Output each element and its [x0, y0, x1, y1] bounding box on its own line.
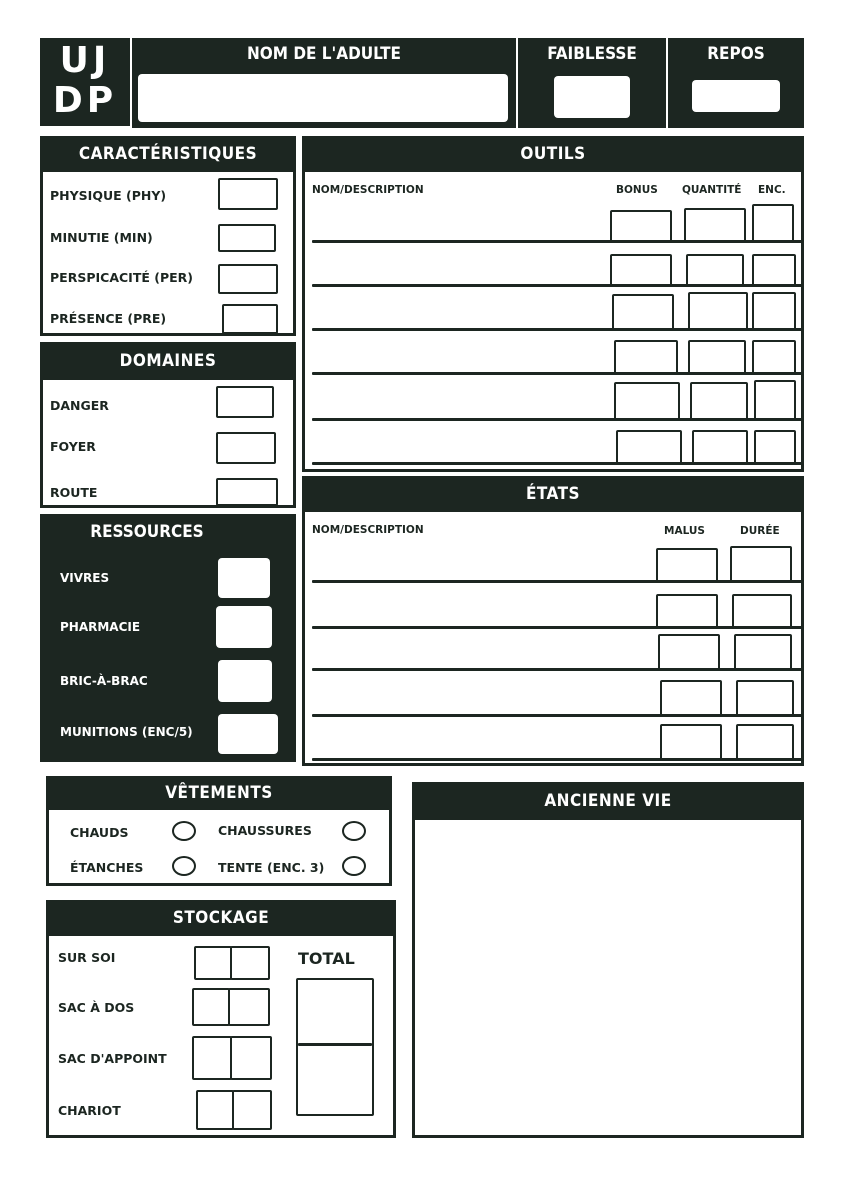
resource-label-bricabrac: BRIC-À-BRAC — [60, 674, 148, 688]
storage-total-label: TOTAL — [298, 949, 355, 968]
state-row-line — [312, 668, 802, 671]
tool-row-3-enc[interactable] — [752, 292, 796, 330]
storage-box-on-self-a[interactable] — [194, 946, 232, 980]
rest-panel — [668, 38, 804, 128]
tool-row-3-bonus[interactable] — [612, 294, 674, 330]
tool-row-5-quantity[interactable] — [690, 382, 748, 420]
states-col-malus: MALUS — [664, 525, 705, 537]
clothing-warm-label: CHAUDS — [70, 825, 129, 840]
storage-box-cart-b[interactable] — [232, 1090, 272, 1130]
characteristic-box-per[interactable] — [218, 264, 278, 294]
state-row-3-malus[interactable] — [658, 634, 720, 670]
clothing-title: VÊTEMENTS — [46, 776, 392, 810]
storage-box-cart-a[interactable] — [196, 1090, 234, 1130]
storage-box-backpack-b[interactable] — [228, 988, 270, 1026]
state-row-line — [312, 580, 802, 583]
state-row-3-duration[interactable] — [734, 634, 792, 670]
logo — [40, 38, 130, 126]
state-row-line — [312, 714, 802, 717]
characteristic-label-pre: PRÉSENCE (PRE) — [50, 311, 167, 326]
characteristic-box-pre[interactable] — [222, 304, 278, 334]
tool-row-6-quantity[interactable] — [692, 430, 748, 464]
storage-label-extra-bag: SAC D'APPOINT — [58, 1051, 167, 1066]
name-field[interactable] — [138, 74, 508, 122]
tool-row-2-quantity[interactable] — [686, 254, 744, 286]
storage-label-cart: CHARIOT — [58, 1103, 121, 1118]
clothing-waterproof-label: ÉTANCHES — [70, 860, 144, 875]
characteristic-label-per: PERSPICACITÉ (PER) — [50, 270, 193, 285]
state-row-5-duration[interactable] — [736, 724, 794, 760]
tools-col-quantity: QUANTITÉ — [682, 184, 742, 196]
resource-label-munitions: MUNITIONS (ENC/5) — [60, 725, 193, 739]
name-label: NOM DE L'ADULTE — [246, 44, 401, 64]
logo-line-1: UJ — [59, 40, 111, 81]
characteristics-title: CARACTÉRISTIQUES — [40, 136, 296, 172]
tool-row-6-enc[interactable] — [754, 430, 796, 464]
name-panel — [132, 38, 516, 128]
logo-line-2: DP — [52, 80, 118, 121]
resource-box-vivres[interactable] — [218, 558, 270, 598]
characteristic-box-min[interactable] — [218, 224, 276, 252]
state-row-4-malus[interactable] — [660, 680, 722, 716]
storage-box-on-self-b[interactable] — [230, 946, 270, 980]
domain-label-route: ROUTE — [50, 485, 98, 500]
storage-box-extra-bag-a[interactable] — [192, 1036, 232, 1080]
states-title: ÉTATS — [302, 476, 804, 512]
tool-row-1-bonus[interactable] — [610, 210, 672, 242]
domain-label-foyer: FOYER — [50, 439, 96, 454]
state-row-2-malus[interactable] — [656, 594, 718, 628]
characteristic-label-min: MINUTIE (MIN) — [50, 230, 153, 245]
clothing-tent-label: TENTE (ENC. 3) — [218, 860, 325, 875]
tools-col-bonus: BONUS — [616, 184, 658, 196]
tool-row-4-bonus[interactable] — [614, 340, 678, 374]
resource-box-bricabrac[interactable] — [218, 660, 272, 702]
characteristic-label-phy: PHYSIQUE (PHY) — [50, 188, 167, 203]
storage-label-on-self: SUR SOI — [58, 950, 116, 965]
tool-row-6-bonus[interactable] — [616, 430, 682, 464]
state-row-1-malus[interactable] — [656, 548, 718, 582]
state-row-line — [312, 626, 802, 629]
state-row-2-duration[interactable] — [732, 594, 792, 628]
clothing-shoes-label: CHAUSSURES — [218, 823, 312, 838]
domain-box-route[interactable] — [216, 478, 278, 506]
storage-total-box[interactable] — [296, 978, 374, 1116]
state-row-5-malus[interactable] — [660, 724, 722, 760]
storage-title: STOCKAGE — [46, 900, 396, 936]
storage-label-backpack: SAC À DOS — [58, 1000, 135, 1015]
domain-label-danger: DANGER — [50, 398, 109, 413]
clothing-tent-checkbox[interactable] — [342, 856, 366, 876]
storage-box-extra-bag-b[interactable] — [230, 1036, 272, 1080]
tool-row-5-bonus[interactable] — [614, 382, 680, 420]
tools-col-enc: ENC. — [758, 184, 786, 196]
resources-title: RESSOURCES — [90, 522, 204, 542]
resource-box-pharmacie[interactable] — [216, 606, 272, 648]
tool-row-2-bonus[interactable] — [610, 254, 672, 286]
domains-title: DOMAINES — [40, 342, 296, 380]
resource-label-vivres: VIVRES — [60, 571, 110, 585]
storage-box-backpack-a[interactable] — [192, 988, 230, 1026]
characteristic-box-phy[interactable] — [218, 178, 278, 210]
clothing-warm-checkbox[interactable] — [172, 821, 196, 841]
clothing-waterproof-checkbox[interactable] — [172, 856, 196, 876]
state-row-1-duration[interactable] — [730, 546, 792, 582]
storage-total-divider — [298, 1043, 372, 1046]
former-life-title: ANCIENNE VIE — [412, 782, 804, 820]
tool-row-5-enc[interactable] — [754, 380, 796, 420]
former-life-field[interactable] — [418, 824, 798, 1132]
clothing-shoes-checkbox[interactable] — [342, 821, 366, 841]
resource-label-pharmacie: PHARMACIE — [60, 620, 141, 634]
state-row-4-duration[interactable] — [736, 680, 794, 716]
tool-row-4-quantity[interactable] — [688, 340, 746, 374]
tool-row-3-quantity[interactable] — [688, 292, 748, 330]
weakness-field[interactable] — [554, 76, 630, 118]
tool-row-1-enc[interactable] — [752, 204, 794, 242]
rest-label: REPOS — [707, 44, 765, 64]
domain-box-foyer[interactable] — [216, 432, 276, 464]
tool-row-4-enc[interactable] — [752, 340, 796, 374]
resource-box-munitions[interactable] — [218, 714, 278, 754]
domain-box-danger[interactable] — [216, 386, 274, 418]
state-row-line — [312, 758, 802, 761]
weakness-label: FAIBLESSE — [547, 44, 637, 64]
tools-title: OUTILS — [302, 136, 804, 172]
tool-row-2-enc[interactable] — [752, 254, 796, 286]
states-col-name: NOM/DESCRIPTION — [312, 524, 424, 536]
tool-row-1-quantity[interactable] — [684, 208, 746, 242]
weakness-panel — [518, 38, 666, 128]
rest-field[interactable] — [692, 80, 780, 112]
states-panel — [302, 476, 804, 766]
states-col-duration: DURÉE — [740, 525, 780, 537]
tools-col-name: NOM/DESCRIPTION — [312, 184, 424, 196]
